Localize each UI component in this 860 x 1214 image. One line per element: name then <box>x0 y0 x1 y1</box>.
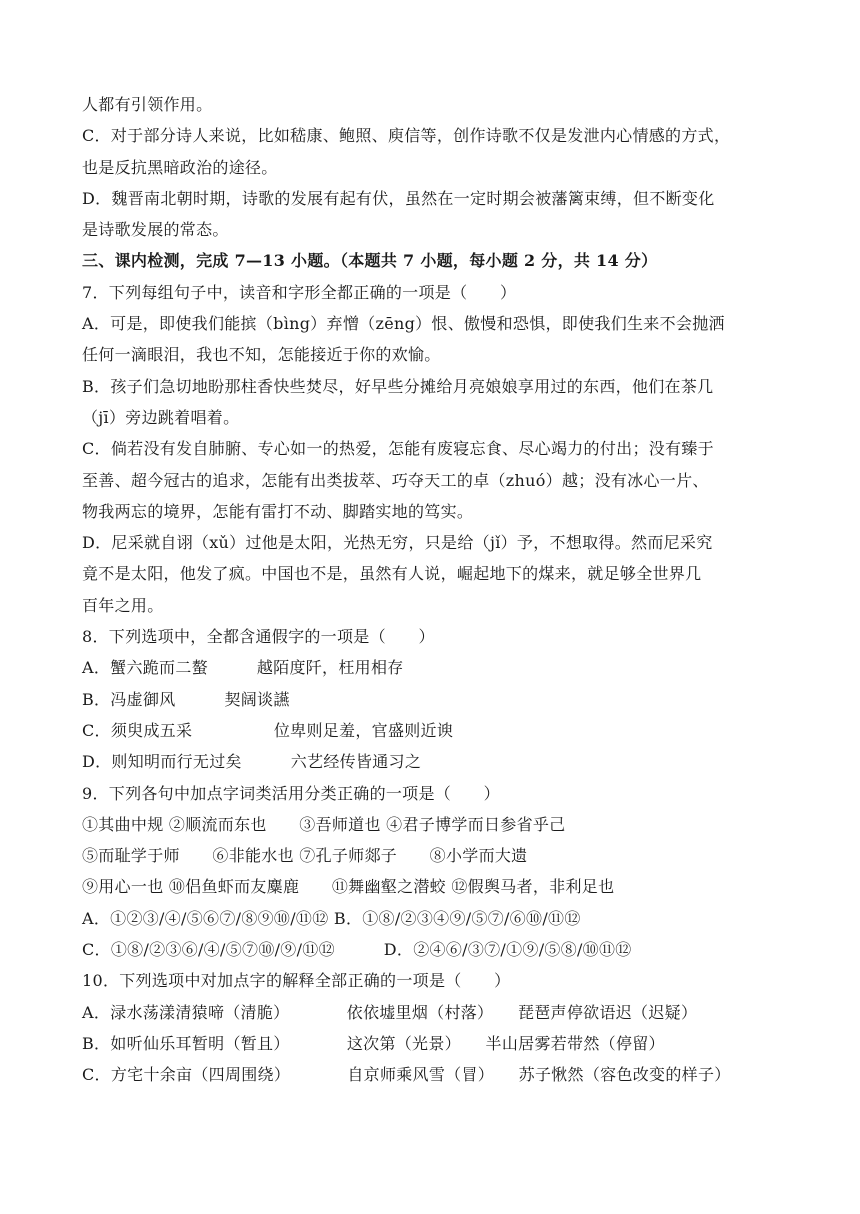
section-heading: 三、课内检测，完成 7—13 小题。（本题共 7 小题，每小题 2 分，共 14 分） <box>82 251 658 271</box>
q8-option-c: C．须臾成五采 位卑则足羞，官盛则近谀 <box>82 720 454 740</box>
text-line: （jī）旁边跳着唱着。 <box>82 407 240 427</box>
q7-option-b: B．孩子们急切地盼那柱香快些焚尽，好早些分摊给月亮娘娘享用过的东西，他们在茶几 <box>82 376 714 396</box>
text-line: 任何一滴眼泪，我也不知，怎能接近于你的欢愉。 <box>82 345 441 365</box>
question-9-stem: 9．下列各句中加点字词类活用分类正确的一项是（ ） <box>82 783 500 803</box>
text-line: 人都有引领作用。 <box>82 95 213 114</box>
question-7-stem: 7．下列每组句子中，读音和字形全都正确的一项是（ ） <box>82 282 517 302</box>
text-line: 至善、超今冠古的追求，怎能有出类拔萃、巧夺天工的卓（zhuó）越；没有冰心一片、 <box>82 470 709 490</box>
document-body <box>82 89 782 1091</box>
q9-sentence-row: ①其曲中规 ②顺流而东也 ③吾师道也 ④君子博学而日参省乎己 <box>82 814 566 834</box>
text-line: 物我两忘的境界，怎能有雷打不动、脚踏实地的笃实。 <box>82 501 474 521</box>
q9-sentence-row: ⑨用心一也 ⑩侣鱼虾而友麋鹿 ⑪舞幽壑之潜蛟 ⑫假舆马者，非利足也 <box>82 877 615 897</box>
question-8-stem: 8．下列选项中，全都含通假字的一项是（ ） <box>82 627 435 647</box>
q10-option-c: C．方宅十余亩（四周围绕） 自京师乘风雪（冒） 苏子愀然（容色改变的样子） <box>82 1065 731 1085</box>
q9-sentence-row: ⑤而耻学于师 ⑥非能水也 ⑦孔子师郯子 ⑧小学而大遗 <box>82 846 528 866</box>
text-line: 是诗歌发展的常态。 <box>82 220 229 240</box>
text-line: 也是反抗黑暗政治的途径。 <box>82 157 278 177</box>
q10-option-a: A．渌水荡漾清猿啼（清脆） 依依墟里烟（村落） 琵琶声停欲语迟（迟疑） <box>82 1002 698 1022</box>
option-d-text: D．魏晋南北朝时期，诗歌的发展有起有伏，虽然在一定时期会被藩篱束缚，但不断变化 <box>82 188 715 208</box>
q7-option-c: C．倘若没有发自肺腑、专心如一的热爱，怎能有废寝忘食、尽心竭力的付出；没有臻于 <box>82 439 714 459</box>
q10-option-b: B．如听仙乐耳暂明（暂且） 这次第（光景） 半山居雾若带然（停留） <box>82 1033 665 1053</box>
q7-option-a: A．可是，即使我们能摈（bìng）弃憎（zēng）恨、傲慢和恐惧，即使我们生来不会抛洒 <box>82 314 725 334</box>
option-c-text: C．对于部分诗人来说，比如嵇康、鲍照、庾信等，创作诗歌不仅是发泄内心情感的方式， <box>82 126 731 146</box>
q8-option-b: B．冯虚御风 契阔谈讌 <box>82 689 290 709</box>
q7-option-d: D．尼采就自诩（xǔ）过他是太阳，光热无穷，只是给（jǐ）予，不想取得。然而尼采究 <box>82 533 713 553</box>
q9-options-cd: C．①⑧/②③⑥/④/⑤⑦⑩/⑨/⑪⑫ D．②④⑥/③⑦/①⑨/⑤⑧/⑩⑪⑫ <box>82 940 632 960</box>
text-line: 竟不是太阳，他发了疯。中国也不是，虽然有人说，崛起地下的煤来，就足够全世界几 <box>82 564 702 584</box>
question-10-stem: 10．下列选项中对加点字的解释全部正确的一项是（ ） <box>82 971 511 991</box>
q8-option-a: A．蟹六跪而二螯 越陌度阡，枉用相存 <box>82 658 404 678</box>
q9-options-ab: A．①②③/④/⑤⑥⑦/⑧⑨⑩/⑪⑫ B．①⑧/②③④⑨/⑤⑦/⑥⑩/⑪⑫ <box>82 908 581 928</box>
text-line: 百年之用。 <box>82 595 164 615</box>
q8-option-d: D．则知明而行无过矣 六艺经传皆通习之 <box>82 752 422 772</box>
